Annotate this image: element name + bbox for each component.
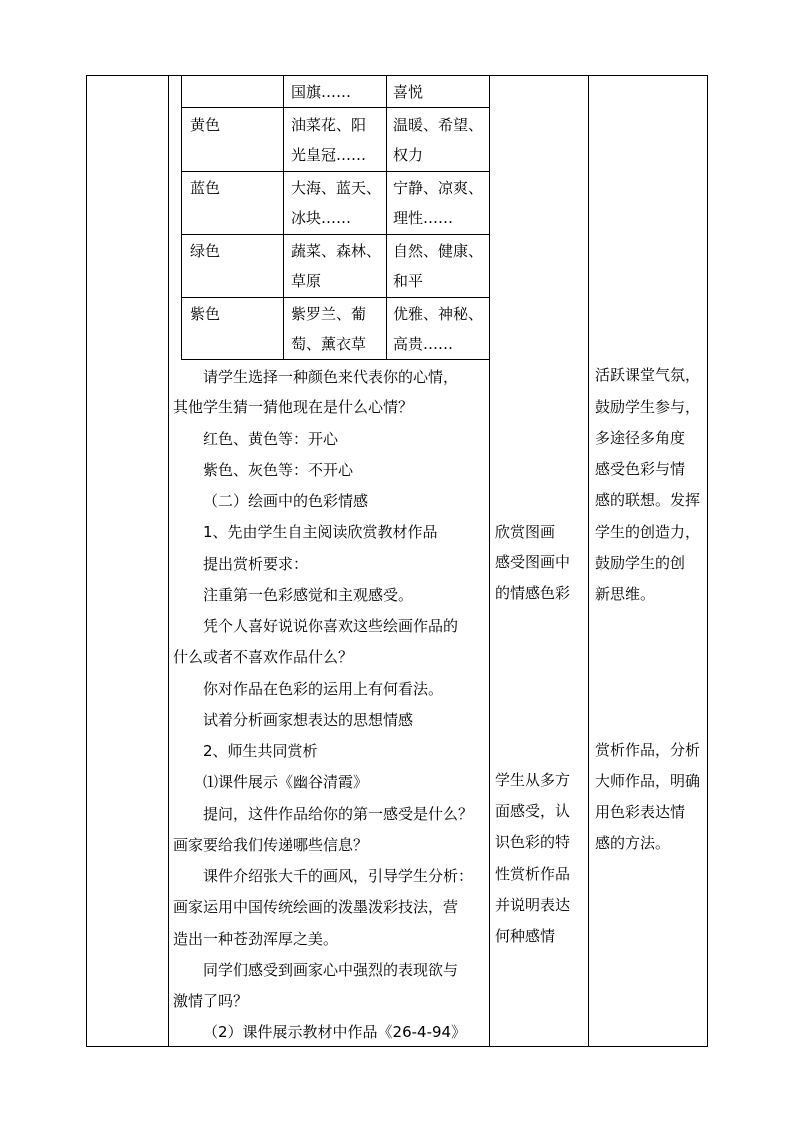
color-table-things-cell: 光皇冠…… [291,146,367,164]
design-intent-line: 用色彩表达情 [595,803,686,821]
color-table-color-cell: 蓝色 [190,179,221,197]
color-table-feeling-cell: 和平 [393,272,424,290]
student-activity-line: 面感受，认 [495,802,571,820]
content-line: 造出一种苍劲浑厚之美。 [173,930,339,948]
color-table-color-cell: 绿色 [190,242,221,260]
color-table-color-cell: 紫色 [190,305,221,323]
content-line: 激情了吗？ [173,992,249,1010]
content-line: 什么或者不喜欢作品什么？ [173,648,354,666]
color-table-things-cell: 紫罗兰、葡 [291,305,367,323]
student-activity-line: 欣赏图画 [495,523,556,541]
color-table-row-border [181,171,489,172]
outer-table-bottom-border [86,1046,708,1047]
content-line: 提问，这件作品给你的第一感受是什么？ [203,805,474,823]
outer-table-left-border [86,75,87,1047]
color-table-feeling-cell: 宁静、凉爽、 [393,179,484,197]
color-table-feeling-cell: 高贵…… [393,335,454,353]
student-activity-line: 的情感色彩 [495,584,571,602]
student-activity-line: 感受图画中 [495,553,571,571]
color-table-things-cell: 蔬菜、森林、 [291,242,382,260]
color-table-feeling-cell: 理性…… [393,209,454,227]
content-line: 凭个人喜好说说你喜欢这些绘画作品的 [203,617,459,635]
content-line: （2）课件展示教材中作品《26-4-94》 [203,1023,467,1041]
design-intent-line: 鼓励学生的创 [595,554,686,572]
outer-table-col-divider-3 [588,75,589,1047]
content-line: 提出赏析要求： [203,555,309,573]
design-intent-line: 大师作品，明确 [595,772,701,790]
content-line: 红色、黄色等：开心 [203,430,339,448]
content-line: 画家运用中国传统绘画的泼墨泼彩技法，营 [173,898,459,916]
color-table-feeling-cell: 权力 [393,146,424,164]
color-table-things-cell: 油菜花、阳 [291,116,367,134]
outer-table-col-divider-2 [489,75,490,1047]
design-intent-line: 赏析作品，分析 [595,741,701,759]
student-activity-line: 性赏析作品 [495,865,571,883]
content-line: 其他学生猜一猜他现在是什么心情？ [173,398,414,416]
color-table-things-cell: 国旗…… [291,83,352,101]
content-line: （二）绘画中的色彩情感 [203,492,369,510]
color-table-col-divider-1 [283,75,284,360]
content-line: 同学们感受到画家心中强烈的表现欲与 [203,961,459,979]
design-intent-line: 鼓励学生参与， [595,398,701,416]
student-activity-line: 并说明表达 [495,896,571,914]
color-table-row-border [181,297,489,298]
design-intent-line: 活跃课堂气氛， [595,366,701,384]
outer-table-right-border [707,75,708,1047]
content-line: 课件介绍张大千的画风，引导学生分析： [203,867,474,885]
content-line: 你对作品在色彩的运用上有何看法。 [203,680,444,698]
content-line: 请学生选择一种颜色来代表你的心情， [203,368,459,386]
color-table-row-border [181,234,489,235]
color-table-row-border [181,107,489,108]
design-intent-line: 学生的创造力， [595,523,701,541]
design-intent-line: 感受色彩与情 [595,460,686,478]
content-line: 试着分析画家想表达的思想情感 [203,711,414,729]
color-table-things-cell: 大海、蓝天、 [291,179,382,197]
color-table-col-divider-2 [386,75,387,360]
color-table-feeling-cell: 温暖、希望、 [393,116,484,134]
content-line: 画家要给我们传递哪些信息？ [173,836,369,854]
content-line: ⑴课件展示《幽谷清霞》 [203,773,369,791]
color-table-feeling-cell: 喜悦 [393,83,424,101]
content-line: 注重第一色彩感觉和主观感受。 [203,586,414,604]
color-table-things-cell: 冰块…… [291,209,352,227]
color-table-left-border [181,75,182,360]
color-table-bottom-border [181,359,489,360]
student-activity-line: 何种感情 [495,927,556,945]
design-intent-line: 新思维。 [595,585,656,603]
content-line: 2、师生共同赏析 [203,742,318,760]
color-table-things-cell: 萄、薰衣草 [291,335,367,353]
color-table-things-cell: 草原 [291,272,322,290]
design-intent-line: 多途径多角度 [595,429,686,447]
outer-table-col-divider-1 [168,75,169,1047]
content-line: 紫色、灰色等：不开心 [203,461,354,479]
color-table-feeling-cell: 优雅、神秘、 [393,305,484,323]
design-intent-line: 感的联想。发挥 [595,491,701,509]
content-line: 1、先由学生自主阅读欣赏教材作品 [203,523,438,541]
color-table-feeling-cell: 自然、健康、 [393,242,484,260]
design-intent-line: 感的方法。 [595,834,671,852]
outer-table-top-border [86,75,708,76]
student-activity-line: 学生从多方 [495,771,571,789]
color-table-color-cell: 黄色 [190,116,221,134]
student-activity-line: 识色彩的特 [495,833,571,851]
